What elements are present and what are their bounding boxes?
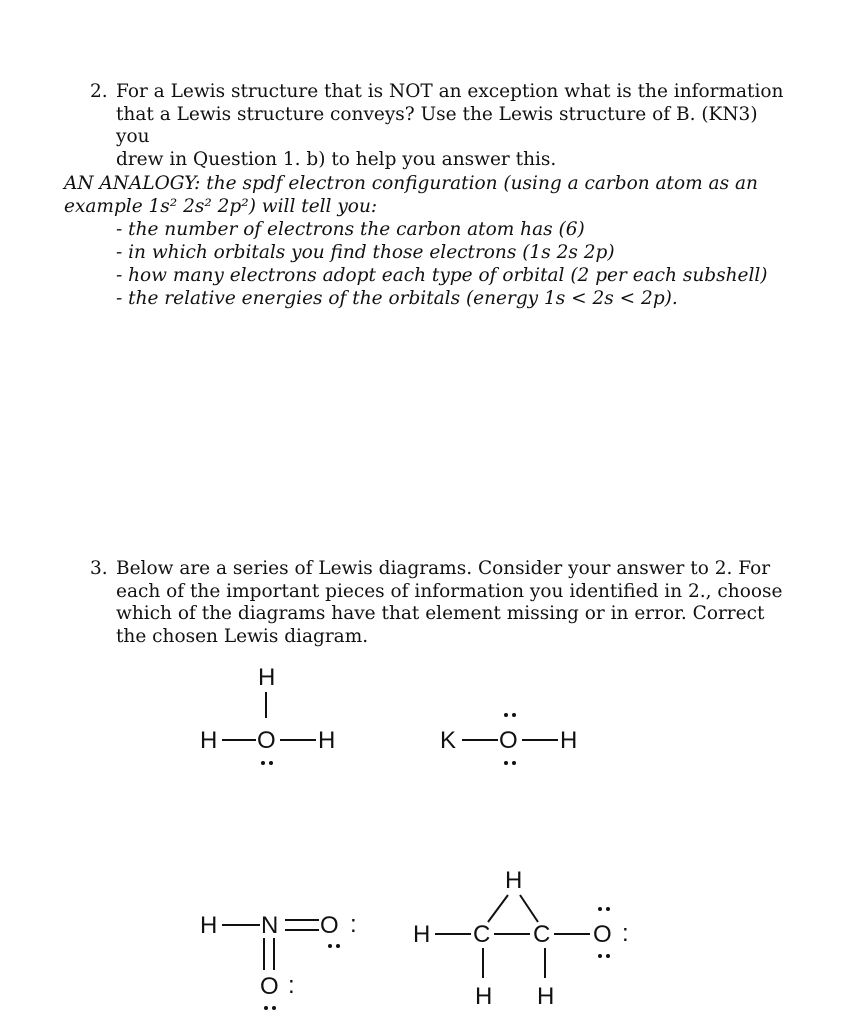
lone-pair-colon: : [350,911,357,938]
lone-pair-dot [264,1006,268,1010]
lone-pair-dot [328,944,332,948]
question-3-line: the chosen Lewis diagram. [116,625,369,647]
analogy-item: - how many electrons adopt each type of orbital (2 per each subshell) [116,265,768,286]
atom-o: O [320,912,339,939]
atom-h: H [505,867,523,894]
question-2-line: For a Lewis structure that is NOT an exception what is the information [116,81,784,102]
lone-pair-dot [504,761,508,765]
lone-pair-dot [512,761,516,765]
lone-pair-dot [269,761,273,765]
atom-h: H [413,921,431,948]
lone-pair-colon: : [622,920,629,947]
atom-h: H [318,727,336,754]
lewis-diagram-1 [200,664,335,765]
question-2-line: that a Lewis structure conveys? Use the Lewis structure of B. (KN3) you [116,103,758,147]
lewis-diagram-2 [440,713,577,765]
lone-pair-dot [261,761,265,765]
single-bond [520,895,538,922]
atom-h: H [200,912,218,939]
question-3-line: Below are a series of Lewis diagrams. Consider your answer to 2. For [116,558,771,579]
question-2-number: 2. [90,81,108,102]
atom-h: H [560,727,578,754]
question-2-line: drew in Question 1. b) to help you answer this. [116,148,557,170]
lewis-diagram-3 [200,911,357,1010]
atom-h: H [475,983,493,1010]
lone-pair-colon: : [288,972,295,999]
question-3-line: which of the diagrams have that element missing or in error. Correct [116,603,765,624]
lone-pair-dot [336,944,340,948]
atom-k: K [440,727,457,754]
atom-o: O [499,727,518,754]
atom-o: O [593,921,612,948]
lone-pair-dot [598,907,602,911]
lone-pair-dot [606,907,610,911]
analogy-intro-line: AN ANALOGY: the spdf electron configuration (using a carbon atom as an [64,173,758,194]
lone-pair-dot [606,954,610,958]
lone-pair-dot [272,1006,276,1010]
atom-c: C [473,921,491,948]
lewis-diagram-4 [413,867,629,1010]
question-3-number: 3. [90,558,108,579]
atom-o: O [260,973,279,1000]
analogy-item: - the number of electrons the carbon atom has (6) [116,219,585,240]
analogy-item: - the relative energies of the orbitals (energy 1s < 2s < 2p). [116,288,678,309]
lone-pair-dot [504,713,508,717]
analogy-item: - in which orbitals you find those electrons (1s 2s 2p) [116,242,615,263]
atom-n: N [261,912,279,939]
atom-o: O [257,727,276,754]
atom-h: H [258,664,276,691]
atom-h: H [200,727,218,754]
atom-c: C [533,921,551,948]
single-bond [488,895,508,922]
question-3-line: each of the important pieces of information you identified in 2., choose [116,580,783,602]
atom-h: H [537,983,555,1010]
analogy-intro-line: example 1s² 2s² 2p²) will tell you: [64,196,378,217]
lone-pair-dot [598,954,602,958]
lone-pair-dot [512,713,516,717]
